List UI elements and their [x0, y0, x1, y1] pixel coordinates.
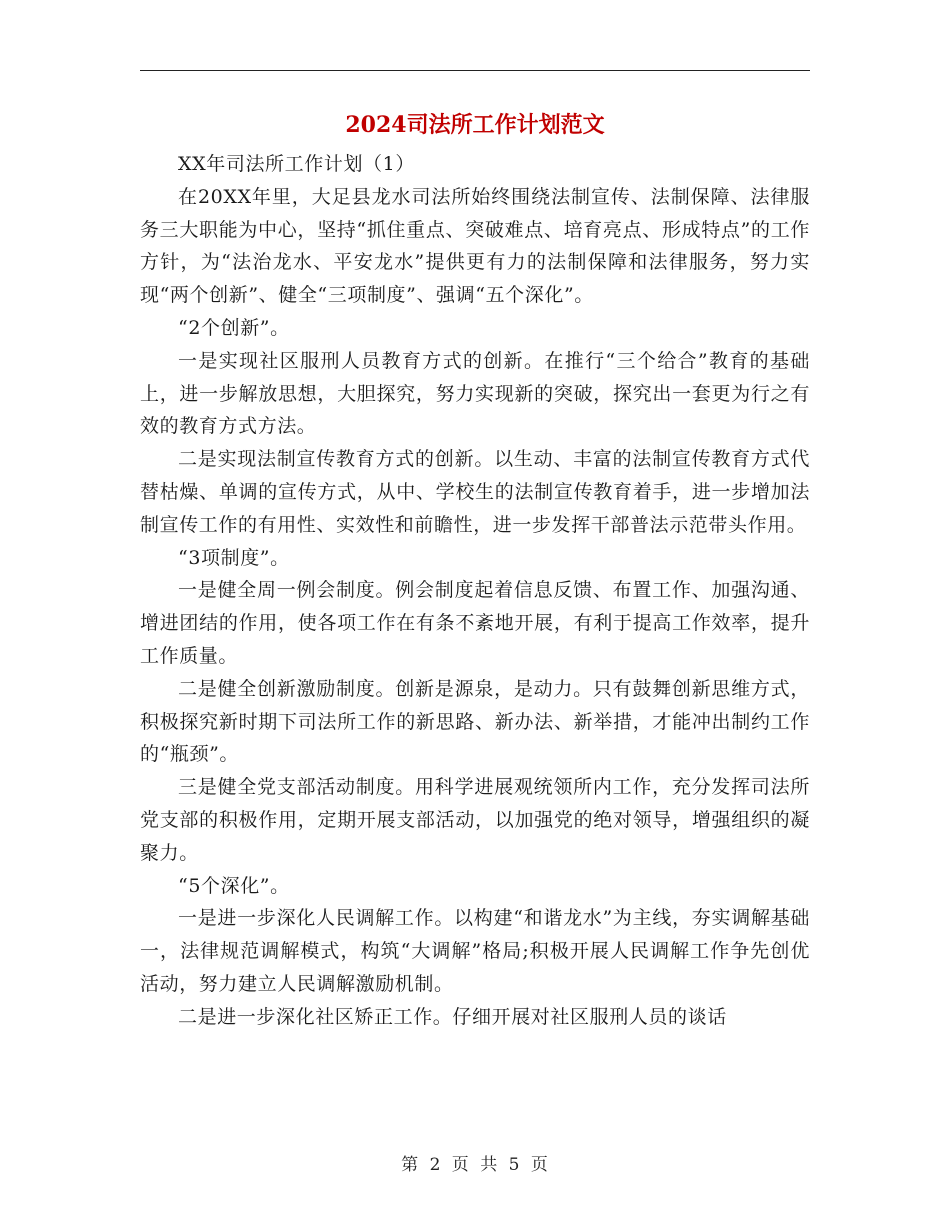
paragraph-deepening-1: 一是进一步深化人民调解工作。以构建“和谐龙水”为主线，夯实调解基础一，法律规范调解模式，构筑“大调解”格局;积极开展人民调解工作争先创优活动，努力建立人民调解激励机制。 — [140, 907, 810, 995]
paragraph-intro: 在20XX年里，大足县龙水司法所始终围绕法制宣传、法制保障、法律服务三大职能为中心，坚持“抓住重点、突破难点、培育亮点、形成特点”的工作方针，为“法治龙水、平安龙水”提供更有力的法制保障和法律服务，努力实现“两个创新”、健全“三项制度”、强调“五个深化”。 — [140, 185, 810, 307]
footer-total-label: 共 — [480, 1155, 499, 1175]
document-body — [140, 148, 810, 1034]
document-title: 2024司法所工作计划范文 — [345, 112, 605, 138]
footer-page-unit: 页 — [451, 1155, 470, 1175]
paragraph-innovation-2: 二是实现法制宣传教育方式的创新。以生动、丰富的法制宣传教育方式代替枯燥、单调的宣传方式，从中、学校生的法制宣传教育着手，进一步增加法制宣传工作的有用性、实效性和前瞻性，进一步发挥干部普法示范带头作用。 — [140, 448, 810, 536]
footer-current-page: 2 — [429, 1155, 442, 1175]
header-rule — [140, 70, 810, 71]
paragraph-systems-heading: “3项制度”。 — [178, 546, 290, 569]
footer-total-pages: 5 — [508, 1155, 521, 1175]
paragraph-system-2: 二是健全创新激励制度。创新是源泉，是动力。只有鼓舞创新思维方式，积极探究新时期下司法所工作的新思路、新办法、新举措，才能冲出制约工作的“瓶颈”。 — [140, 677, 810, 766]
paragraph-system-3: 三是健全党支部活动制度。用科学进展观统领所内工作，充分发挥司法所党支部的积极作用，定期开展支部活动，以加强党的绝对领导，增强组织的凝聚力。 — [140, 776, 810, 864]
paragraph-deepening-heading: “5个深化”。 — [178, 874, 290, 897]
footer-page-label: 第 — [401, 1155, 420, 1175]
footer-total-unit: 页 — [530, 1155, 549, 1175]
paragraph-innovations-heading: “2个创新”。 — [178, 316, 290, 339]
paragraph-innovation-1: 一是实现社区服刑人员教育方式的创新。在推行“三个给合”教育的基础上，进一步解放思想，大胆探究，努力实现新的突破，探究出一套更为行之有效的教育方式方法。 — [140, 349, 810, 438]
page-footer — [140, 1153, 810, 1177]
paragraph-deepening-2: 二是进一步深化社区矫正工作。仔细开展对社区服刑人员的谈话 — [178, 1005, 727, 1028]
paragraph-section-heading: XX年司法所工作计划（1） — [178, 153, 415, 175]
paragraph-system-1: 一是健全周一例会制度。例会制度起着信息反馈、布置工作、加强沟通、增进团结的作用，使各项工作在有条不紊地开展，有利于提高工作效率，提升工作质量。 — [140, 579, 810, 667]
